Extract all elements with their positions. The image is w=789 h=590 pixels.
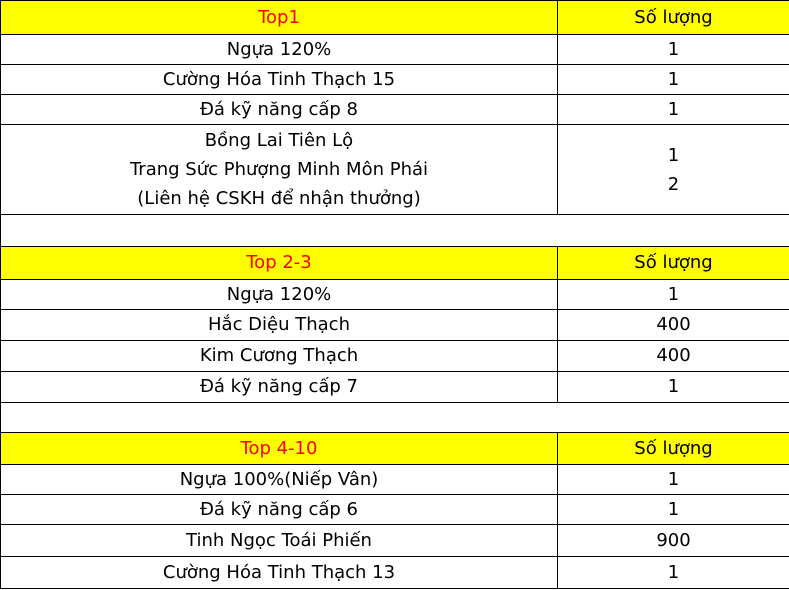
table-row (1, 525, 789, 557)
table-row (1, 465, 789, 495)
item-name-multiline (1, 125, 558, 215)
table-row (1, 280, 789, 310)
table-row (1, 95, 789, 125)
table-row (1, 372, 789, 403)
item-name: Đá kỹ năng cấp 6 (1, 495, 558, 525)
qty-line: 1 (667, 144, 680, 166)
item-qty: 400 (558, 310, 789, 341)
item-qty-multiline (558, 125, 789, 215)
item-name: Hắc Diệu Thạch (1, 310, 558, 341)
item-qty: 1 (558, 65, 789, 95)
item-qty: 900 (558, 525, 789, 557)
qty-header: Số lượng (558, 433, 789, 465)
item-name: Tinh Ngọc Toái Phiến (1, 525, 558, 557)
section-title: Top 2-3 (1, 247, 558, 280)
section-title: Top 4-10 (1, 433, 558, 465)
item-name: Đá kỹ năng cấp 7 (1, 372, 558, 403)
qty-header: Số lượng (558, 247, 789, 280)
item-name: Cường Hóa Tinh Thạch 13 (1, 557, 558, 589)
item-line: Trang Sức Phượng Minh Môn Phái (129, 159, 429, 180)
spacer-row (1, 215, 789, 247)
section-title: Top1 (1, 1, 558, 35)
item-qty: 1 (558, 495, 789, 525)
table-row (1, 557, 789, 589)
item-name: Ngựa 120% (1, 280, 558, 310)
qty-header: Số lượng (558, 1, 789, 35)
section-header-top1 (1, 1, 789, 35)
section-header-top2-3 (1, 247, 789, 280)
item-qty: 1 (558, 35, 789, 65)
item-line: (Liên hệ CSKH để nhận thưởng) (137, 188, 421, 209)
item-qty: 1 (558, 465, 789, 495)
item-name: Đá kỹ năng cấp 8 (1, 95, 558, 125)
section-header-top4-10 (1, 433, 789, 465)
table-row (1, 310, 789, 341)
item-name: Ngựa 100%(Niếp Vân) (1, 465, 558, 495)
table-row (1, 65, 789, 95)
item-line: Bồng Lai Tiên Lộ (204, 130, 354, 151)
item-name: Cường Hóa Tinh Thạch 15 (1, 65, 558, 95)
table-row-multiline (1, 125, 789, 215)
table-row (1, 341, 789, 372)
item-qty: 1 (558, 372, 789, 403)
item-qty: 400 (558, 341, 789, 372)
table-row (1, 35, 789, 65)
qty-line: 2 (667, 173, 680, 195)
table-row (1, 495, 789, 525)
item-name: Ngựa 120% (1, 35, 558, 65)
item-qty: 1 (558, 557, 789, 589)
spacer-row (1, 403, 789, 433)
item-qty: 1 (558, 280, 789, 310)
item-name: Kim Cương Thạch (1, 341, 558, 372)
item-qty: 1 (558, 95, 789, 125)
